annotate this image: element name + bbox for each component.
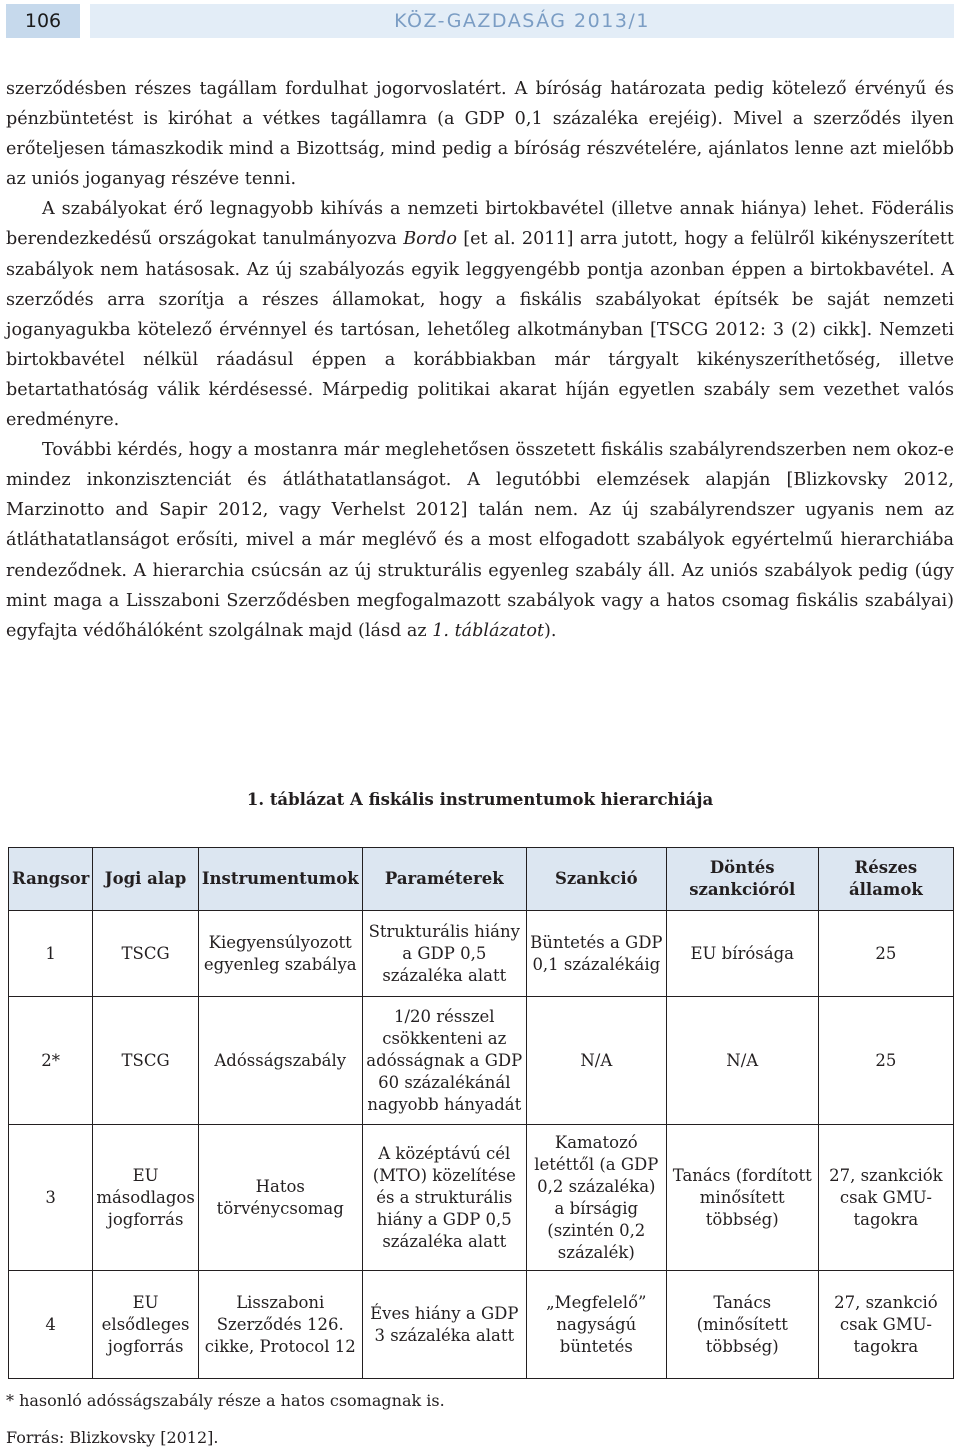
- journal-title: KÖZ-GAZDASÁG 2013/1: [90, 4, 954, 38]
- body-text: [6, 74, 954, 646]
- cell-sanction: Büntetés a GDP 0,1 százalékáig: [526, 911, 666, 997]
- cell-instrument: Hatos törvénycsomag: [198, 1125, 362, 1271]
- cell-parameters: 1/20 résszel csökkenteni az adósságnak a GDP 60 százalékánál nagyobb hányadát: [362, 997, 526, 1125]
- table-reference: 1. táblázatot: [432, 620, 545, 641]
- cell-instrument: Kiegyensúlyozott egyenleg szabálya: [198, 911, 362, 997]
- cell-instrument: Adósságszabály: [198, 997, 362, 1125]
- cell-parameters: Éves hiány a GDP 3 százaléka alatt: [362, 1271, 526, 1379]
- cell-member-states: 25: [818, 997, 953, 1125]
- page-number: 106: [6, 4, 80, 38]
- cell-sanction: „Megfelelő” nagyságú büntetés: [526, 1271, 666, 1379]
- table-row: [9, 911, 954, 997]
- cell-sanction: N/A: [526, 997, 666, 1125]
- cell-instrument: Lisszaboni Szerződés 126. cikke, Protocol 12: [198, 1271, 362, 1379]
- cell-legal-basis: TSCG: [93, 997, 199, 1125]
- cell-parameters: Strukturális hiány a GDP 0,5 százaléka alatt: [362, 911, 526, 997]
- paragraph-3-part-1: További kérdés, hogy a mostanra már meglehetősen összetett fiskális szabályrendszerben nem okoz-e mindez inkonzisztenciát és átláthatatlanságot. A legutóbbi elemzések alapján [Blizkovsky 2012, Marzinotto and Sapir 2012, vagy Verhelst 2012] talán nem. Az új szabályrendszer ugyanis nem az átláthatatlanságot erősíti, mivel a már meglévő és a most elfogadott szabályok egyértelmű hierarchiába rendeződnek. A hierarchia csúcsán az új strukturális egyenleg szabály áll. Az uniós szabályok pedig (úgy mint maga a Lisszaboni Szerződésben megfogalmazott szabályok vagy a hatos csomag fiskális szabályai) egyfajta védőhálóként szolgálnak majd (lásd az: [6, 440, 954, 641]
- paragraph-1: szerződésben részes tagállam fordulhat jogorvoslatért. A bíróság határozata pedig kötelező érvényű és pénzbüntetést is kiróhat a vétkes tagállamra (a GDP 0,1 százaléka erejéig). Mivel a szerződés ilyen erőteljesen támaszkodik mind a Bizottság, mind pedig a bíróság részvételére, ajánlatos lenne azt mielőbb az uniós joganyag részéve tenni.: [6, 79, 954, 190]
- header-sanction: Szankció: [526, 848, 666, 911]
- paragraph-2-part-1: A szabályokat érő legnagyobb kihívás a nemzeti birtokbavétel (illetve annak hiánya) lehet. Föderális berendezkedésű országokat tanulmányozva: [6, 199, 954, 250]
- cell-rank: 4: [9, 1271, 93, 1379]
- table-header-row: [9, 848, 954, 911]
- cell-decision: EU bírósága: [666, 911, 818, 997]
- paragraph-2: [6, 194, 954, 435]
- cell-decision: N/A: [666, 997, 818, 1125]
- cell-member-states: 27, szankciók csak GMU-tagokra: [818, 1125, 953, 1271]
- cell-rank: 3: [9, 1125, 93, 1271]
- cell-member-states: 27, szankció csak GMU-tagokra: [818, 1271, 953, 1379]
- header-instruments: Instrumentumok: [198, 848, 362, 911]
- citation-bordo: Bordo: [403, 229, 457, 250]
- cell-member-states: 25: [818, 911, 953, 997]
- header-rank: Rangsor: [9, 848, 93, 911]
- header-sanction-decision: Döntés szankcióról: [666, 848, 818, 911]
- cell-rank: 2*: [9, 997, 93, 1125]
- cell-sanction: Kamatozó letéttől (a GDP 0,2 százaléka) a bírságig (szintén 0,2 százalék): [526, 1125, 666, 1271]
- header-member-states: Részes államok: [818, 848, 953, 911]
- cell-legal-basis: EU másodlagos jogforrás: [93, 1125, 199, 1271]
- paragraph-2-part-2: [et al. 2011] arra jutott, hogy a felülről kikényszerített szabályok nem hatásosak. Az új szabályozás egyik leggyengébb pontja azonban éppen a birtokbavétel. A szerződés arra szorítja a részes államokat, hogy a fiskális szabályokat építsék be saját nemzeti joganyagukba kötelező érvénnyel és tartósan, lehetőleg alkotmányban [TSCG 2012: 3 (2) cikk]. Nemzeti birtokbavétel nélkül ráadásul éppen a korábbiakban már tárgyalt kikényszeríthetőség, illetve betartathatóság válik kérdésessé. Márpedig politikai akarat híján egyetlen szabály sem vezethet valós eredményre.: [6, 229, 954, 431]
- fiscal-instruments-table: [8, 847, 954, 1379]
- table-row: [9, 997, 954, 1125]
- header-parameters: Paraméterek: [362, 848, 526, 911]
- table-row: [9, 1125, 954, 1271]
- cell-decision: Tanács (fordított minősített többség): [666, 1125, 818, 1271]
- cell-parameters: A középtávú cél (MTO) közelítése és a strukturális hiány a GDP 0,5 százaléka alatt: [362, 1125, 526, 1271]
- cell-legal-basis: EU elsődleges jogforrás: [93, 1271, 199, 1379]
- table-row: [9, 1271, 954, 1379]
- paragraph-3-part-2: ).: [544, 620, 557, 641]
- cell-decision: Tanács (minősített többség): [666, 1271, 818, 1379]
- paragraph-3: [6, 435, 954, 646]
- table-caption: 1. táblázat A fiskális instrumentumok hierarchiája: [246, 790, 714, 809]
- cell-rank: 1: [9, 911, 93, 997]
- page-header: [6, 4, 954, 38]
- cell-legal-basis: TSCG: [93, 911, 199, 997]
- header-legal-basis: Jogi alap: [93, 848, 199, 911]
- table-footnote: * hasonló adósságszabály része a hatos csomagnak is.: [6, 1391, 445, 1410]
- table-source: Forrás: Blizkovsky [2012].: [6, 1428, 219, 1447]
